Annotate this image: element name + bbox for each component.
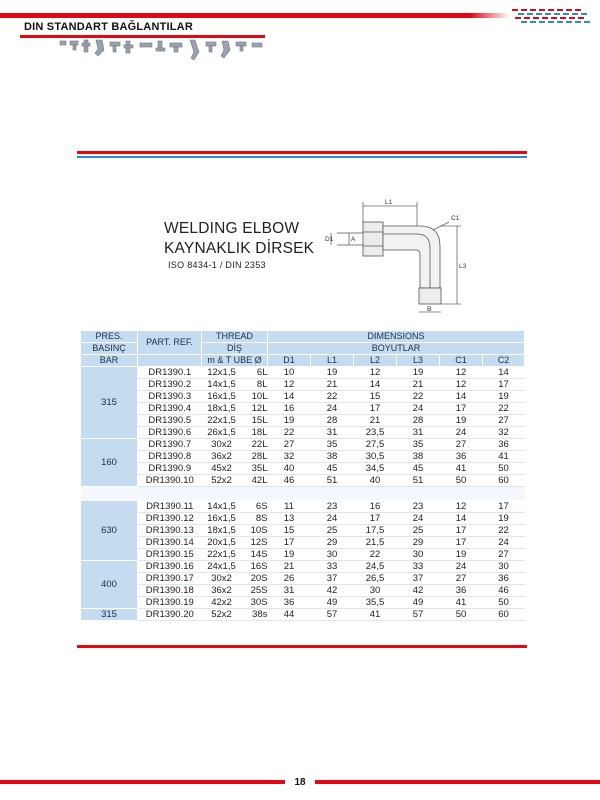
part-ref-cell: DR1390.18 — [138, 584, 202, 596]
dim-c2-cell: 27 — [483, 548, 525, 560]
dim-c1-cell: 19 — [440, 415, 483, 427]
header-tube: m & T UBE Ø — [202, 355, 268, 367]
tube-code: 38s — [252, 608, 268, 620]
dim-l3-cell: 29 — [397, 536, 440, 548]
dim-d1-cell: 40 — [268, 463, 311, 475]
dim-l3-cell: 38 — [397, 451, 440, 463]
dim-l1-cell: 57 — [311, 608, 354, 620]
page-number: 18 — [294, 777, 306, 788]
dim-c1-cell: 12 — [440, 379, 483, 391]
dim-d1-cell: 16 — [268, 403, 311, 415]
dim-l1-cell: 42 — [311, 584, 354, 596]
thread-size: 18x1,5 — [207, 524, 236, 536]
table-row — [81, 415, 525, 427]
pressure-cell: 160 — [81, 439, 138, 487]
table-row — [81, 512, 525, 524]
header-boyutlar: BOYUTLAR — [268, 343, 525, 355]
table-row — [81, 524, 525, 536]
spec-table-body — [81, 367, 525, 621]
tube-code: 10S — [250, 524, 268, 536]
dim-l3-cell: 49 — [397, 596, 440, 608]
dim-l1-cell: 33 — [311, 560, 354, 572]
spec-table — [80, 330, 525, 621]
table-row — [81, 367, 525, 379]
dim-l3-cell: 57 — [397, 608, 440, 620]
part-ref-cell: DR1390.5 — [138, 415, 202, 427]
thread-size: 26x1,5 — [207, 427, 236, 438]
frame-blue-top — [77, 156, 527, 158]
table-row — [81, 379, 525, 391]
dim-l1-cell: 29 — [311, 536, 354, 548]
dim-c2-cell: 19 — [483, 512, 525, 524]
thread-cell — [202, 415, 268, 427]
dim-c1-cell: 17 — [440, 536, 483, 548]
thread-size: 45x2 — [211, 463, 232, 474]
dim-c1-cell: 14 — [440, 512, 483, 524]
part-ref-cell: DR1390.8 — [138, 451, 202, 463]
dim-l2-cell: 17 — [354, 403, 397, 415]
dim-l2-cell: 24,5 — [354, 560, 397, 572]
dim-d1-cell: 13 — [268, 512, 311, 524]
tube-code: 12S — [250, 536, 268, 548]
dim-l2-cell: 17,5 — [354, 524, 397, 536]
dim-d1-cell: 21 — [268, 560, 311, 572]
dim-l3-cell: 24 — [397, 403, 440, 415]
dim-l3-cell: 19 — [397, 367, 440, 379]
dim-c1-cell: 17 — [440, 403, 483, 415]
header-col-l2: L2 — [354, 355, 397, 367]
product-title: WELDING ELBOW — [164, 220, 300, 237]
thread-cell — [202, 596, 268, 608]
dim-l1-cell: 28 — [311, 415, 354, 427]
table-row — [81, 427, 525, 439]
dim-c2-cell: 41 — [483, 451, 525, 463]
dim-l3-cell: 23 — [397, 501, 440, 513]
tube-code: 35L — [251, 463, 268, 474]
header-part-ref: PART. REF. — [138, 331, 202, 355]
dim-l2-cell: 16 — [354, 501, 397, 513]
header-thread: THREAD — [202, 331, 268, 343]
dim-d1-cell: 22 — [268, 427, 311, 439]
table-row — [81, 451, 525, 463]
table-row — [81, 572, 525, 584]
dim-l1-cell: 38 — [311, 451, 354, 463]
tube-code: 12L — [251, 403, 268, 414]
part-ref-cell: DR1390.20 — [138, 608, 202, 620]
table-row — [81, 548, 525, 560]
table-row — [81, 403, 525, 415]
thread-size: 30x2 — [211, 439, 232, 450]
thread-size: 30x2 — [211, 572, 232, 584]
part-ref-cell: DR1390.12 — [138, 512, 202, 524]
tube-code: 8S — [255, 512, 268, 524]
dim-l2-cell: 21 — [354, 415, 397, 427]
thread-cell — [202, 524, 268, 536]
part-ref-cell: DR1390.16 — [138, 560, 202, 572]
tube-code: 10L — [251, 391, 268, 402]
dim-c1-cell: 17 — [440, 524, 483, 536]
table-row — [81, 536, 525, 548]
table-row — [81, 463, 525, 475]
dim-l1-cell: 35 — [311, 439, 354, 451]
dim-c1-cell: 27 — [440, 439, 483, 451]
dim-d1-cell: 44 — [268, 608, 311, 620]
dim-l3-cell: 22 — [397, 391, 440, 403]
dim-l2-cell: 21,5 — [354, 536, 397, 548]
dim-l1-cell: 24 — [311, 403, 354, 415]
table-row — [81, 475, 525, 487]
dim-d1-cell: 11 — [268, 501, 311, 513]
dim-d1-cell: 14 — [268, 391, 311, 403]
dim-c1-cell: 14 — [440, 391, 483, 403]
table-row — [81, 596, 525, 608]
thread-size: 22x1,5 — [207, 548, 236, 560]
dim-l3-cell: 45 — [397, 463, 440, 475]
frame-red-top — [77, 151, 527, 154]
dim-c1-cell: 19 — [440, 548, 483, 560]
dim-c2-cell: 32 — [483, 427, 525, 439]
thread-cell — [202, 367, 268, 379]
header-part-ref-blank — [138, 355, 202, 367]
dim-c1-cell: 36 — [440, 584, 483, 596]
dim-d1-cell: 26 — [268, 572, 311, 584]
part-ref-cell: DR1390.17 — [138, 572, 202, 584]
dim-d1-cell: 17 — [268, 536, 311, 548]
thread-cell — [202, 548, 268, 560]
thread-cell — [202, 403, 268, 415]
product-panel — [80, 160, 524, 328]
dim-c2-cell: 17 — [483, 501, 525, 513]
product-standard: ISO 8434-1 / DIN 2353 — [168, 260, 266, 270]
thread-size: 16x1,5 — [207, 391, 236, 402]
thread-size: 12x1,5 — [207, 367, 236, 378]
thread-cell — [202, 560, 268, 572]
dim-c1-cell: 12 — [440, 501, 483, 513]
dim-l1-cell: 37 — [311, 572, 354, 584]
thread-size: 14x1,5 — [207, 500, 236, 512]
dim-c2-cell: 22 — [483, 524, 525, 536]
label-c1: C1 — [451, 215, 460, 222]
dim-c1-cell: 41 — [440, 463, 483, 475]
dim-l1-cell: 22 — [311, 391, 354, 403]
dim-c1-cell: 36 — [440, 451, 483, 463]
header-col-c1: C1 — [440, 355, 483, 367]
dim-c2-cell: 36 — [483, 572, 525, 584]
dim-l1-cell: 30 — [311, 548, 354, 560]
header-col-c2: C2 — [483, 355, 525, 367]
header-dimensions: DIMENSIONS — [268, 331, 525, 343]
table-row — [81, 560, 525, 572]
table-row — [81, 391, 525, 403]
dim-l2-cell: 34,5 — [354, 463, 397, 475]
dim-l2-cell: 14 — [354, 379, 397, 391]
dim-l3-cell: 28 — [397, 415, 440, 427]
dim-c2-cell: 46 — [483, 584, 525, 596]
thread-size: 52x2 — [211, 608, 232, 620]
dim-c2-cell: 30 — [483, 560, 525, 572]
dim-l2-cell: 17 — [354, 512, 397, 524]
part-ref-cell: DR1390.1 — [138, 367, 202, 379]
dim-c1-cell: 50 — [440, 475, 483, 487]
pressure-cell: 400 — [81, 560, 138, 608]
header-bar: BAR — [81, 355, 138, 367]
dim-c1-cell: 24 — [440, 560, 483, 572]
tube-code: 15L — [251, 415, 268, 426]
pressure-cell: 315 — [81, 367, 138, 439]
thread-cell — [202, 391, 268, 403]
part-ref-cell: DR1390.14 — [138, 536, 202, 548]
section-title: DIN STANDART BAĞLANTILAR — [24, 21, 193, 33]
tube-code: 6L — [256, 367, 268, 378]
label-a: A — [351, 236, 356, 243]
dim-d1-cell: 15 — [268, 524, 311, 536]
tube-code: 30S — [250, 596, 268, 608]
dim-l3-cell: 21 — [397, 379, 440, 391]
part-ref-cell: DR1390.10 — [138, 475, 202, 487]
dim-c2-cell: 50 — [483, 596, 525, 608]
thread-size: 52x2 — [211, 475, 232, 486]
frame-red-bottom — [77, 645, 527, 648]
part-ref-cell: DR1390.3 — [138, 391, 202, 403]
dim-d1-cell: 12 — [268, 379, 311, 391]
thread-size: 20x1,5 — [207, 536, 236, 548]
dim-l1-cell: 21 — [311, 379, 354, 391]
dim-l1-cell: 31 — [311, 427, 354, 439]
dim-l2-cell: 22 — [354, 548, 397, 560]
pressure-cell: 315 — [81, 608, 138, 620]
thread-cell — [202, 475, 268, 487]
thread-size: 18x1,5 — [207, 403, 236, 414]
dim-c1-cell: 27 — [440, 572, 483, 584]
dim-l3-cell: 37 — [397, 572, 440, 584]
thread-cell — [202, 584, 268, 596]
dim-l2-cell: 30 — [354, 584, 397, 596]
thread-cell — [202, 501, 268, 513]
thread-size: 36x2 — [211, 584, 232, 596]
table-row — [81, 608, 525, 620]
dim-c2-cell: 60 — [483, 475, 525, 487]
tube-code: 42L — [251, 475, 268, 486]
tube-code: 16S — [250, 560, 268, 572]
dim-l2-cell: 40 — [354, 475, 397, 487]
header-red-line-fade — [470, 13, 510, 18]
header-red-line — [0, 13, 470, 18]
label-l3: L3 — [459, 263, 467, 270]
dim-l1-cell: 45 — [311, 463, 354, 475]
dim-l1-cell: 19 — [311, 367, 354, 379]
dim-l3-cell: 30 — [397, 548, 440, 560]
header-pres: PRES. — [81, 331, 138, 343]
dim-l2-cell: 30,5 — [354, 451, 397, 463]
dim-l3-cell: 24 — [397, 512, 440, 524]
header-col-d1: D1 — [268, 355, 311, 367]
part-ref-cell: DR1390.6 — [138, 427, 202, 439]
footer-line-left — [0, 780, 285, 784]
fittings-icon-strip — [58, 38, 268, 68]
dim-l3-cell: 51 — [397, 475, 440, 487]
thread-cell — [202, 379, 268, 391]
table-gap-row — [81, 487, 525, 501]
dim-c1-cell: 50 — [440, 608, 483, 620]
thread-size: 42x2 — [211, 596, 232, 608]
thread-size: 14x1,5 — [207, 379, 236, 390]
thread-cell — [202, 451, 268, 463]
dim-c2-cell: 19 — [483, 391, 525, 403]
header-col-l3: L3 — [397, 355, 440, 367]
tube-code: 28L — [251, 451, 268, 462]
dim-l2-cell: 15 — [354, 391, 397, 403]
header-col-l1: L1 — [311, 355, 354, 367]
part-ref-cell: DR1390.7 — [138, 439, 202, 451]
thread-size: 24x1,5 — [207, 560, 236, 572]
tube-code: 8L — [256, 379, 268, 390]
dim-c2-cell: 50 — [483, 463, 525, 475]
dim-c2-cell: 60 — [483, 608, 525, 620]
welding-elbow-drawing — [325, 196, 495, 316]
part-ref-cell: DR1390.13 — [138, 524, 202, 536]
table-row — [81, 501, 525, 513]
part-ref-cell: DR1390.11 — [138, 501, 202, 513]
dim-l3-cell: 35 — [397, 439, 440, 451]
label-l1: L1 — [385, 199, 393, 206]
header-stripes-decoration — [512, 8, 592, 24]
tube-code: 18L — [251, 427, 268, 438]
part-ref-cell: DR1390.19 — [138, 596, 202, 608]
table-gap-cell — [81, 487, 525, 501]
part-ref-cell: DR1390.15 — [138, 548, 202, 560]
thread-size: 22x1,5 — [207, 415, 236, 426]
dim-d1-cell: 32 — [268, 451, 311, 463]
dim-c2-cell: 27 — [483, 415, 525, 427]
part-ref-cell: DR1390.9 — [138, 463, 202, 475]
dim-l2-cell: 35,5 — [354, 596, 397, 608]
product-subtitle: KAYNAKLIK DİRSEK — [164, 240, 315, 257]
header-dis: DİŞ — [202, 343, 268, 355]
dim-l2-cell: 23,5 — [354, 427, 397, 439]
dim-c2-cell: 22 — [483, 403, 525, 415]
dim-l2-cell: 26,5 — [354, 572, 397, 584]
dim-l1-cell: 23 — [311, 501, 354, 513]
dim-l1-cell: 49 — [311, 596, 354, 608]
tube-code: 6S — [255, 500, 268, 512]
dim-d1-cell: 19 — [268, 548, 311, 560]
thread-cell — [202, 439, 268, 451]
tube-code: 20S — [250, 572, 268, 584]
dim-d1-cell: 19 — [268, 415, 311, 427]
pressure-cell: 630 — [81, 501, 138, 561]
dim-l3-cell: 42 — [397, 584, 440, 596]
header-basinc: BASINÇ — [81, 343, 138, 355]
dim-c2-cell: 36 — [483, 439, 525, 451]
dim-l1-cell: 24 — [311, 512, 354, 524]
part-ref-cell: DR1390.4 — [138, 403, 202, 415]
dim-l1-cell: 51 — [311, 475, 354, 487]
dim-d1-cell: 36 — [268, 596, 311, 608]
table-row — [81, 439, 525, 451]
dim-d1-cell: 46 — [268, 475, 311, 487]
dim-d1-cell: 31 — [268, 584, 311, 596]
dim-c2-cell: 17 — [483, 379, 525, 391]
dim-d1-cell: 10 — [268, 367, 311, 379]
dim-c1-cell: 41 — [440, 596, 483, 608]
dim-c1-cell: 12 — [440, 367, 483, 379]
dim-l3-cell: 33 — [397, 560, 440, 572]
thread-cell — [202, 572, 268, 584]
thread-cell — [202, 608, 268, 620]
dim-l2-cell: 27,5 — [354, 439, 397, 451]
table-row — [81, 584, 525, 596]
tube-code: 14S — [250, 548, 268, 560]
part-ref-cell: DR1390.2 — [138, 379, 202, 391]
tube-code: 22L — [251, 439, 268, 450]
dim-c2-cell: 24 — [483, 536, 525, 548]
label-b: B — [427, 306, 432, 313]
thread-size: 16x1,5 — [207, 512, 236, 524]
dim-l2-cell: 12 — [354, 367, 397, 379]
dim-l3-cell: 31 — [397, 427, 440, 439]
dim-d1-cell: 27 — [268, 439, 311, 451]
thread-cell — [202, 427, 268, 439]
dim-l1-cell: 25 — [311, 524, 354, 536]
footer-line-right — [315, 780, 600, 784]
thread-cell — [202, 512, 268, 524]
dim-l2-cell: 41 — [354, 608, 397, 620]
thread-size: 36x2 — [211, 451, 232, 462]
thread-cell — [202, 463, 268, 475]
label-d1: D1 — [325, 236, 334, 243]
dim-c2-cell: 14 — [483, 367, 525, 379]
thread-cell — [202, 536, 268, 548]
dim-c1-cell: 24 — [440, 427, 483, 439]
tube-code: 25S — [250, 584, 268, 596]
dim-l3-cell: 25 — [397, 524, 440, 536]
